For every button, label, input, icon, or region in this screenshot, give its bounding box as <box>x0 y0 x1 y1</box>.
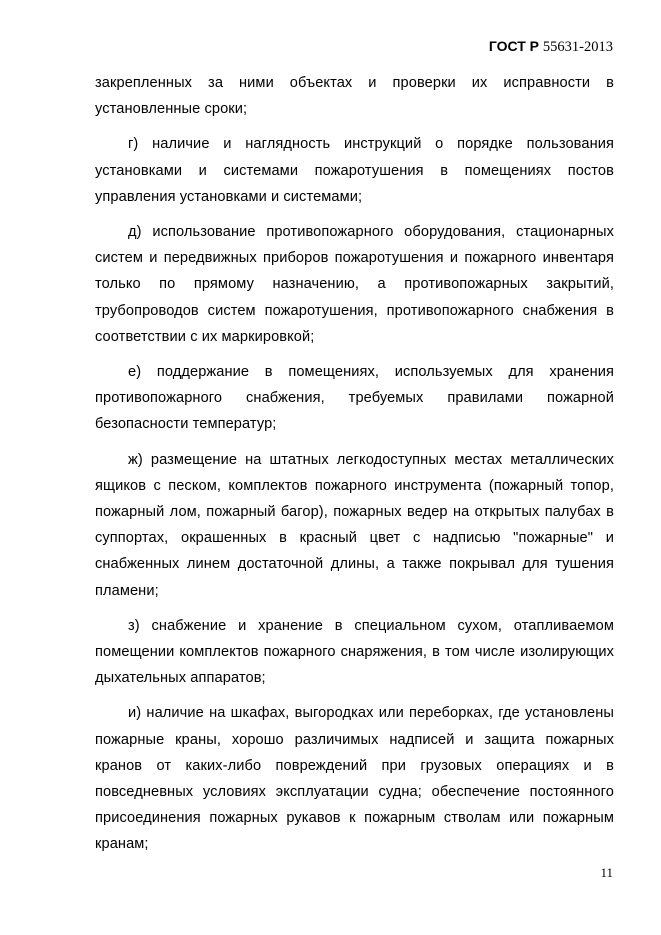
paragraph-item-e: е) поддержание в помещениях, используемых для хранения противопожарного снабжения, требуемых правилами пожарной безопасности температур; <box>95 364 614 433</box>
paragraph-item-z: з) снабжение и хранение в специальном сухом, отапливаемом помещении комплектов пожарного снаряжения, в том числе изолирующих дыхательных аппаратов; <box>95 617 614 687</box>
standard-number: 55631-2013 <box>542 39 613 55</box>
standard-prefix: ГОСТ Р <box>488 38 540 54</box>
page-number: 11 <box>600 865 613 880</box>
paragraph-item-g: г) наличие и наглядность инструкций о порядке пользования установками и системами пожаротушения в помещениях постов управления установками и системами; <box>95 136 614 205</box>
document-body <box>95 70 614 867</box>
paragraph-item-zh: ж) размещение на штатных легкодоступных местах металлических ящиков с песком, комплектов пожарного инструмента (пожарный топор, пожарный лом, пожарный багор), пожарных ведер на открытых палубах в суппортах, окрашенных в красный цвет с надписью "пожарные" и снабженных линем достаточной длины, а также покрывал для тушения пламени; <box>95 451 614 599</box>
paragraph-item-d: д) использование противопожарного оборудования, стационарных систем и передвижных приборов пожаротушения и пожарного инвентаря только по прямому назначению, а противопожарных закрытий, трубопроводов систем пожаротушения, противопожарного снабжения в соответствии с их маркировкой; <box>95 224 614 345</box>
page-header <box>489 38 613 56</box>
paragraph-continuation: закрепленных за ними объектах и проверки их исправности в установленные сроки; <box>95 75 614 118</box>
paragraph-item-i: и) наличие на шкафах, выгородках или переборках, где установлены пожарные краны, хорошо различимых надписей и защита пожарных кранов от каких-либо повреждений при грузовых операциях и в повседневных условиях эксплуатации судна; обеспечение постоянного присоединения пожарных рукавов к пожарным стволам или пожарным кранам; <box>95 705 614 853</box>
